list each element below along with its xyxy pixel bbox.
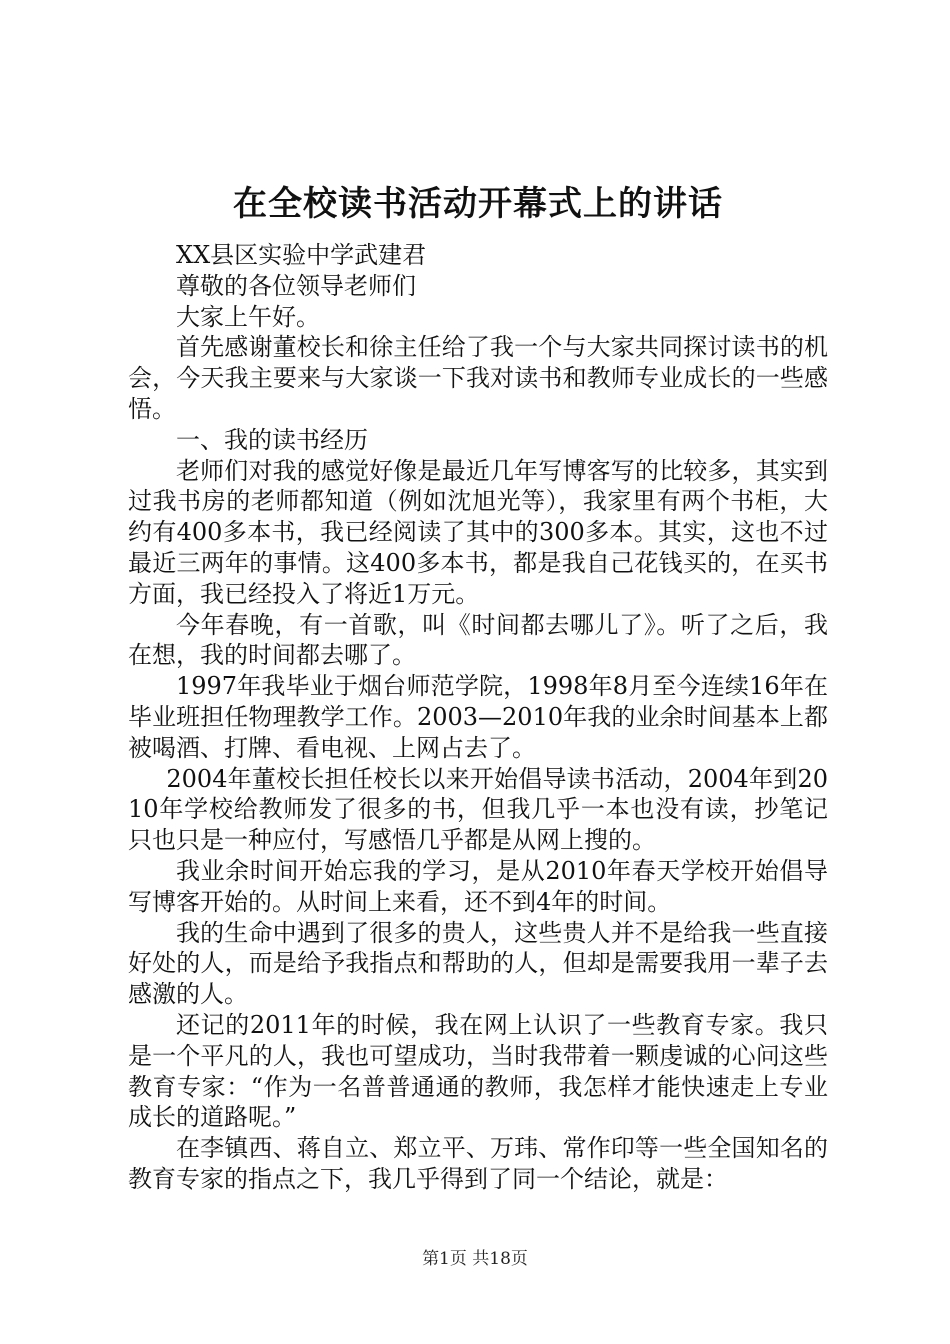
document-title: 在全校读书活动开幕式上的讲话: [233, 184, 723, 224]
greeting: 大家上午好。: [176, 302, 320, 331]
paragraph: 我的生命中遇到了很多的贵人，这些贵人并不是给我一些直接好处的人，而是给予我指点和帮助的人，但却是需要我用一辈子去感激的人。: [128, 918, 828, 1009]
paragraph: 1997年我毕业于烟台师范学院，1998年8月至今连续16年在毕业班担任物理教学工作。2003—2010年我的业余时间基本上都被喝酒、打牌、看电视、上网占去了。: [128, 672, 828, 762]
paragraph: 老师们对我的感觉好像是最近几年写博客写的比较多，其实到过我书房的老师都知道（例如沈旭光等），我家里有两个书柜，大约有400多本书，我已经阅读了其中的300多本。其实，这也不过最近三两年的事情。这400多本书，都是我自己花钱买的，在买书方面，我已经投入了将近1万元。: [128, 456, 828, 608]
paragraph: 2004年董校长担任校长以来开始倡导读书活动，2004年到2010年学校给教师发了很多的书，但我几乎一本也没有读，抄笔记只也只是一种应付，写感悟几乎都是从网上搜的。: [128, 764, 828, 855]
document-body: [128, 240, 828, 1195]
page-footer: 第1页 共18页: [422, 1249, 528, 1269]
paragraph: 今年春晚，有一首歌，叫《时间都去哪儿了》。听了之后，我在想，我的时间都去哪了。: [128, 610, 828, 670]
paragraph: 首先感谢董校长和徐主任给了我一个与大家共同探讨读书的机会，今天我主要来与大家谈一下我对读书和教师专业成长的一些感悟。: [128, 333, 828, 423]
author-line: XX县区实验中学武建君: [176, 241, 427, 269]
paragraph: 我业余时间开始忘我的学习，是从2010年春天学校开始倡导写博客开始的。从时间上来看，还不到4年的时间。: [128, 856, 828, 916]
paragraph: 还记的2011年的时候，我在网上认识了一些教育专家。我只是一个平凡的人，我也可望成功，当时我带着一颗虔诚的心问这些教育专家：“作为一名普普通通的教师，我怎样才能快速走上专业成长的道路呢。”: [128, 1010, 828, 1132]
section-heading: 一、我的读书经历: [176, 425, 368, 454]
salutation: 尊敬的各位领导老师们: [176, 271, 416, 300]
document-page: [128, 180, 828, 1195]
paragraph: 在李镇西、蒋自立、郑立平、万玮、常作印等一些全国知名的教育专家的指点之下，我几乎得到了同一个结论，就是：: [128, 1134, 828, 1193]
